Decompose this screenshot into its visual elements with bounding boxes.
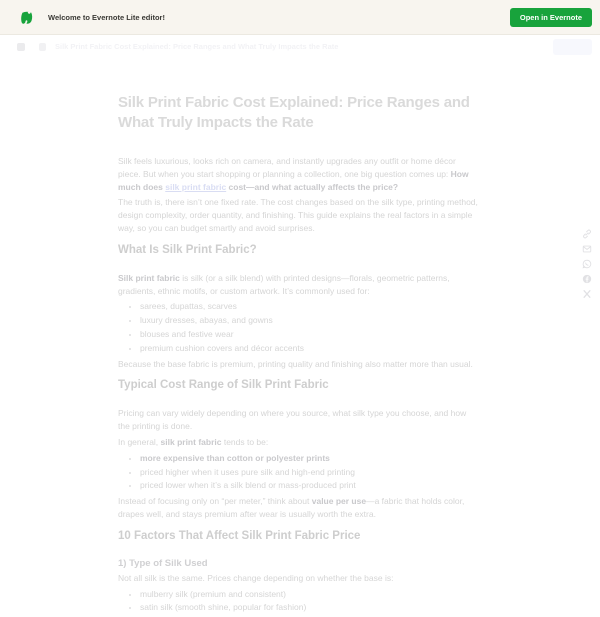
factor-1-heading: 1) Type of Silk Used xyxy=(118,557,208,569)
no-fixed-rate-paragraph: The truth is, there isn’t one fixed rate. The cost changes based on the silk type, printing method, design complexity, order quantity, and finishing. This guide explains the real factors in a simple way, so you can budget smartly and avoid surprises. xyxy=(118,197,478,233)
banner-welcome-text: Welcome to Evernote Lite editor! xyxy=(48,12,165,22)
value-per-use-paragraph: Instead of focusing only on “per meter,” think about value per use—a fabric that holds color, drapes well, and stays premium after wear is usually worth the extra. xyxy=(118,496,465,519)
list-item: • blouses and festive wear xyxy=(140,328,480,341)
section-10-factors: 10 Factors That Affect Silk Print Fabric Price xyxy=(118,529,361,542)
page-title: Silk Print Fabric Cost Explained: Price Ranges and What Truly Impacts the Rate xyxy=(118,94,470,131)
whatsapp-icon[interactable] xyxy=(582,259,592,269)
faded-editor-toolbar xyxy=(0,36,600,59)
list-item: • luxury dresses, abayas, and gowns xyxy=(140,314,480,327)
section-typical-cost-range: Typical Cost Range of Silk Print Fabric xyxy=(118,379,329,392)
list-item: • more expensive than cotton or polyester prints xyxy=(140,452,480,465)
evernote-lite-banner xyxy=(0,0,600,35)
faded-signup-button[interactable] xyxy=(553,39,592,55)
list-item: • sarees, dupattas, scarves xyxy=(140,300,480,313)
section-what-is-silk-print-fabric: What Is Silk Print Fabric? xyxy=(118,243,257,256)
faded-note-title: Silk Print Fabric Cost Explained: Price Ranges and What Truly Impacts the Rate xyxy=(55,42,339,51)
pricing-vary-paragraph: Pricing can vary widely depending on where you source, what silk type you choose, and how the printing is done. xyxy=(118,408,467,432)
open-in-evernote-button[interactable]: Open in Evernote xyxy=(510,8,592,27)
x-icon[interactable] xyxy=(582,289,592,299)
list-item: • priced higher when it uses pure silk and high-end printing xyxy=(140,466,480,479)
definition-paragraph: Silk print fabric is silk (or a silk blend) with printed designs—florals, geometric patterns, gradients, ethnic motifs, or custom artwork. It’s commonly used for: xyxy=(118,272,450,296)
evernote-elephant-icon xyxy=(19,10,34,25)
list-item: • priced lower when it’s a silk blend or mass-produced print xyxy=(140,479,480,492)
article-blocks xyxy=(118,155,480,614)
article-content xyxy=(118,59,480,617)
not-all-silk-paragraph: Not all silk is the same. Prices change depending on whether the base is: xyxy=(118,572,394,583)
faded-menu-icon xyxy=(39,43,46,51)
silk-print-fabric-link[interactable]: silk print fabric xyxy=(165,181,227,192)
list-item: • mulberry silk (premium and consistent) xyxy=(140,588,480,601)
uses-list xyxy=(118,300,480,354)
in-general-paragraph: In general, silk print fabric tends to be: xyxy=(118,436,269,447)
silk-type-list xyxy=(118,588,480,615)
facebook-icon[interactable] xyxy=(582,274,592,284)
price-tendency-list xyxy=(118,452,480,492)
faded-logo-icon xyxy=(17,43,25,51)
share-rail xyxy=(581,229,593,299)
base-fabric-paragraph: Because the base fabric is premium, printing quality and finishing also matter more than usual. xyxy=(118,358,473,369)
list-item: • satin silk (smooth shine, popular for fashion) xyxy=(140,601,480,614)
intro-paragraph: Silk feels luxurious, looks rich on camera, and instantly upgrades any outfit or home décor piece. But when you start shopping or planning a collection, one big question comes up: How much does silk print fabric cost—and what actually affects the price? xyxy=(118,156,469,192)
email-icon[interactable] xyxy=(582,244,592,254)
link-icon[interactable] xyxy=(582,229,592,239)
list-item: • premium cushion covers and décor accents xyxy=(140,342,480,355)
